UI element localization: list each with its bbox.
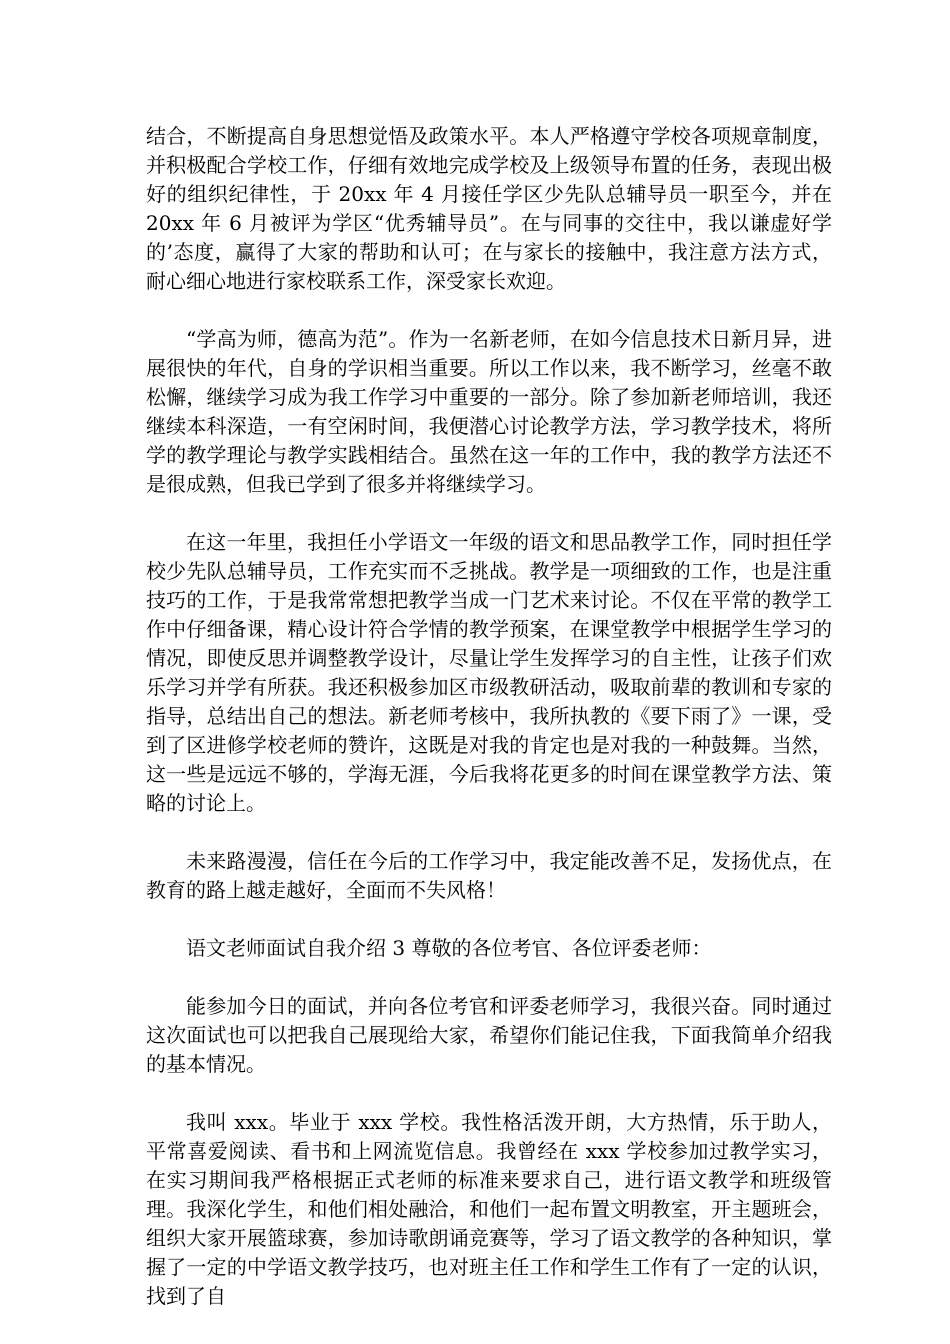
paragraph-self-introduction: 我叫 xxx。毕业于 xxx 学校。我性格活泼开朗，大方热情，乐于助人，平常喜爱阅读、看书和上网流览信息。我曾经在 xxx 学校参加过教学实习，在实习期间我严格根据正式老师的标准来要求自己，进行语文教学和班级管理。我深化学生，和他们相处融洽，和他们一起布置文明教室，开主题班会，组织大家开展篮球赛，参加诗歌朗诵竞赛等，学习了语文教学的各种知识，掌握了一定的中学语文教学技巧，也对班主任工作和学生工作有了一定的认识，找到了自 [146, 1110, 832, 1308]
paragraph-continued: 结合，不断提高自身思想觉悟及政策水平。本人严格遵守学校各项规章制度，并积极配合学校工作，仔细有效地完成学校及上级领导布置的任务，表现出极好的组织纪律性，于 20xx 年 4 月接任学区少先队总辅导员一职至今，并在 20xx 年 6 月被评为学区“优秀辅导员”。在与同事的交往中，我以谦虚好学的’态度，赢得了大家的帮助和认可；在与家长的接触中，我注意方法方式，耐心细心地进行家校联系工作，深受家长欢迎。 [146, 124, 832, 293]
paragraph-learning: “学高为师，德高为范”。作为一名新老师，在如今信息技术日新月异，进展很快的年代，自身的学识相当重要。所以工作以来，我不断学习，丝毫不敢松懈，继续学习成为我工作学习中重要的一部分。除了参加新老师培训，我还继续本科深造，一有空闲时间，我便潜心讨论教学方法，学习教学技术，将所学的教学理论与教学实践相结合。虽然在这一年的工作中，我的教学方法还不是很成熟，但我已学到了很多并将继续学习。 [146, 327, 832, 496]
paragraph-interview-intro: 能参加今日的面试，并向各位考官和评委老师学习，我很兴奋。同时通过这次面试也可以把我自己展现给大家，希望你们能记住我，下面我简单介绍我的基本情况。 [146, 994, 832, 1076]
paragraph-future: 未来路漫漫，信任在今后的工作学习中，我定能改善不足，发扬优点，在教育的路上越走越好，全面而不失风格！ [146, 849, 832, 902]
document-page [146, 122, 832, 1340]
paragraph-section-heading: 语文老师面试自我介绍 3 尊敬的各位考官、各位评委老师： [186, 936, 712, 960]
paragraph-teaching-work: 在这一年里，我担任小学语文一年级的语文和思品教学工作，同时担任学校少先队总辅导员，工作充实而不乏挑战。教学是一项细致的工作，也是注重技巧的工作，于是我常常想把教学当成一门艺术来讨论。不仅在平常的教学工作中仔细备课，精心设计符合学情的教学预案，在课堂教学中根据学生学习的情况，即使反思并调整教学设计，尽量让学生发挥学习的自主性，让孩子们欢乐学习并学有所获。我还积极参加区市级教研活动，吸取前辈的教训和专家的指导，总结出自己的想法。新老师考核中，我所执教的《要下雨了》一课，受到了区进修学校老师的赞许，这既是对我的肯定也是对我的一种鼓舞。当然，这一些是远远不够的，学海无涯，今后我将花更多的时间在课堂教学方法、策略的讨论上。 [146, 530, 832, 815]
